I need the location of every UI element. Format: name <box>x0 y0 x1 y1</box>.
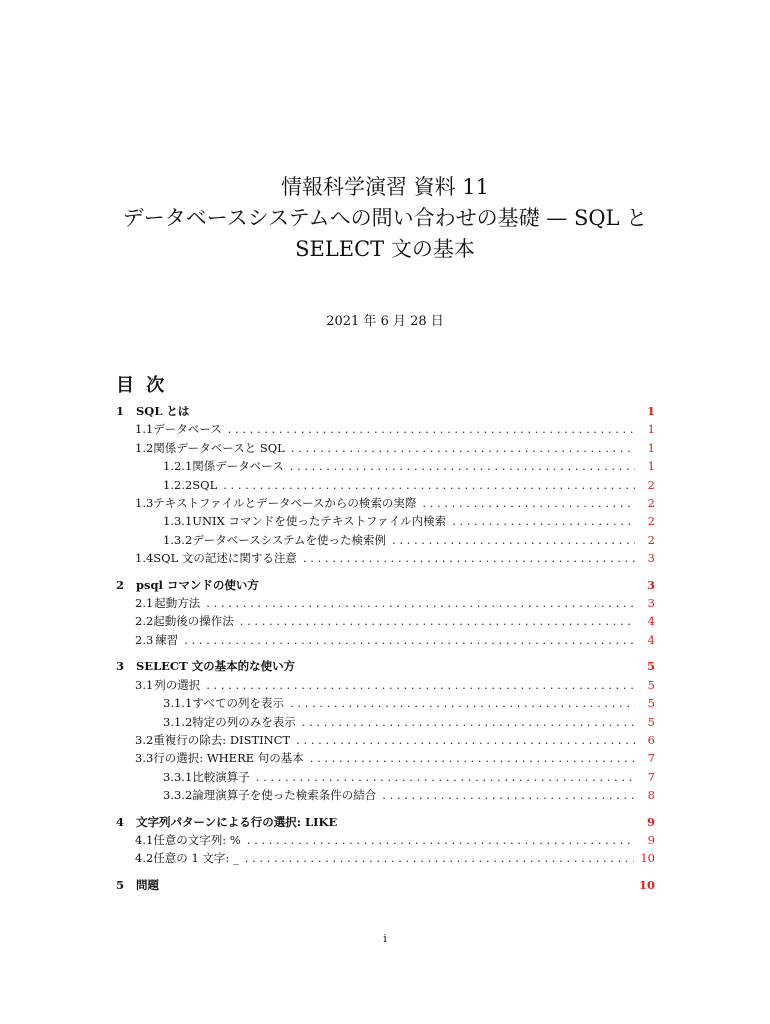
page-number-link[interactable]: 3 <box>647 596 655 611</box>
dot-leader <box>240 612 635 630</box>
toc-entry[interactable] <box>116 494 655 512</box>
section-label: psql コマンドの使い方 <box>136 577 259 592</box>
dot-leader <box>245 849 635 867</box>
dot-leader <box>290 694 635 712</box>
dot-leader <box>256 768 635 786</box>
entry-label: 重複行の除去: DISTINCT <box>153 732 291 747</box>
toc-entry[interactable] <box>116 549 655 567</box>
page-number-link[interactable]: 7 <box>647 751 655 766</box>
toc-entry[interactable] <box>116 439 655 457</box>
toc-entry-section[interactable] <box>116 576 655 594</box>
entry-number: 4.2 <box>135 851 154 866</box>
dot-leader <box>303 549 635 567</box>
page-number-link[interactable]: 1 <box>647 422 655 437</box>
toc-entry[interactable] <box>116 457 655 475</box>
page-number-link[interactable]: 1 <box>647 459 655 474</box>
toc-entry-section[interactable] <box>116 876 655 894</box>
toc-entry[interactable] <box>116 786 655 804</box>
entry-label: UNIX コマンドを使ったテキストファイル内検索 <box>192 514 447 529</box>
document-title <box>0 172 770 265</box>
entry-number: 2.1 <box>135 596 154 611</box>
entry-number: 3.3.2 <box>163 788 193 803</box>
entry-number: 1.2.2 <box>163 477 193 492</box>
section-number: 5 <box>116 877 125 892</box>
dot-leader <box>302 713 635 731</box>
entry-number: 1.3.2 <box>163 532 193 547</box>
dot-leader <box>228 420 635 438</box>
page-number-link[interactable]: 5 <box>647 677 655 692</box>
title-line-2: データベースシステムへの問い合わせの基礎 — SQL と <box>122 206 648 230</box>
page-number-link[interactable]: 1 <box>646 404 655 418</box>
page-number-link[interactable]: 5 <box>647 696 655 711</box>
toc-entry-section[interactable] <box>116 402 655 420</box>
toc-entry[interactable] <box>116 713 655 731</box>
dot-leader <box>206 676 635 694</box>
dot-leader <box>452 512 635 530</box>
entry-label: すべての列を表示 <box>192 696 285 711</box>
section-number: 3 <box>116 659 125 674</box>
entry-label: 起動後の操作法 <box>153 614 234 629</box>
entry-number: 1.4 <box>135 551 154 566</box>
entry-number: 1.1 <box>135 422 154 437</box>
entry-label: 練習 <box>155 632 179 647</box>
entry-label: 任意の文字列: % <box>153 832 241 847</box>
section-label: SQL とは <box>136 404 190 418</box>
entry-number: 4.1 <box>135 832 154 847</box>
entry-number: 3.1.2 <box>163 714 193 729</box>
toc-entry[interactable] <box>116 831 655 849</box>
entry-label: 任意の 1 文字: _ <box>153 851 239 866</box>
entry-label: 起動方法 <box>154 596 201 611</box>
toc-entry[interactable] <box>116 420 655 438</box>
dot-leader <box>296 731 635 749</box>
entry-number: 3.2 <box>135 732 154 747</box>
entry-number: 3.1.1 <box>163 696 193 711</box>
toc-section-2 <box>116 576 655 650</box>
toc-entry[interactable] <box>116 731 655 749</box>
toc-entry[interactable] <box>116 476 655 494</box>
toc-entry-section[interactable] <box>116 813 655 831</box>
dot-leader <box>184 631 635 649</box>
page-number-link[interactable]: 6 <box>647 732 655 747</box>
entry-label: データベースシステムを使った検索例 <box>192 532 387 547</box>
title-line-3: SELECT 文の基本 <box>295 237 475 261</box>
page-number-link[interactable]: 3 <box>646 577 655 592</box>
page-number-link[interactable]: 4 <box>647 632 655 647</box>
page-number-link[interactable]: 3 <box>647 551 655 566</box>
toc-section-3 <box>116 657 655 804</box>
entry-label: 関係データベース <box>192 459 284 474</box>
dot-leader <box>291 439 635 457</box>
toc-entry[interactable] <box>116 749 655 767</box>
entry-label: SQL <box>192 477 218 492</box>
entry-number: 3.3 <box>135 751 154 766</box>
entry-label: 特定の列のみを表示 <box>192 714 296 729</box>
toc-entry[interactable] <box>116 768 655 786</box>
toc-entry-section[interactable] <box>116 657 655 675</box>
title-line-1: 情報科学演習 資料 11 <box>280 175 490 199</box>
dot-leader <box>422 494 635 512</box>
section-label: SELECT 文の基本的な使い方 <box>136 659 296 674</box>
section-number: 1 <box>116 404 125 418</box>
dot-leader <box>382 786 635 804</box>
toc-entry[interactable] <box>116 849 655 867</box>
entry-number: 1.2 <box>135 440 154 455</box>
page-number-link[interactable]: 2 <box>647 477 655 492</box>
entry-number: 1.3 <box>135 496 154 511</box>
page-number-link[interactable]: 2 <box>647 514 655 529</box>
toc-entry[interactable] <box>116 612 655 630</box>
toc-entry[interactable] <box>116 531 655 549</box>
toc-entry[interactable] <box>116 512 655 530</box>
table-of-contents <box>116 402 655 894</box>
dot-leader <box>310 749 635 767</box>
toc-section-4 <box>116 813 655 868</box>
page-number-link[interactable]: 2 <box>647 496 655 511</box>
page-number-link[interactable]: 9 <box>647 832 655 847</box>
entry-number: 1.2.1 <box>163 459 193 474</box>
page-number-link[interactable]: 8 <box>647 788 655 803</box>
page-number-link[interactable]: 10 <box>638 877 655 892</box>
section-number: 4 <box>116 814 125 829</box>
page-number-link[interactable]: 7 <box>647 769 655 784</box>
page-number-link[interactable]: 2 <box>647 532 655 547</box>
toc-section-1 <box>116 402 655 568</box>
toc-entry[interactable] <box>116 694 655 712</box>
toc-entry[interactable] <box>116 594 655 612</box>
entry-number: 3.1 <box>135 677 154 692</box>
page-number-link[interactable]: 1 <box>647 440 655 455</box>
dot-leader <box>290 457 635 475</box>
dot-leader <box>206 594 635 612</box>
page-number-link[interactable]: 10 <box>640 851 655 866</box>
entry-label: 行の選択: WHERE 句の基本 <box>153 751 304 766</box>
entry-label: 論理演算子を使った検索条件の結合 <box>192 788 377 803</box>
entry-number: 3.3.1 <box>163 769 193 784</box>
toc-section-5 <box>116 876 655 894</box>
page-number-link[interactable]: 5 <box>646 659 655 674</box>
entry-label: データベース <box>153 422 222 437</box>
entry-label: 関係データベースと SQL <box>153 440 285 455</box>
entry-number: 2.3 <box>135 632 154 647</box>
entry-label: SQL 文の記述に関する注意 <box>153 551 297 566</box>
toc-heading: 目 次 <box>116 375 168 396</box>
entry-number: 1.3.1 <box>163 514 193 529</box>
entry-label: 比較演算子 <box>192 769 250 784</box>
dot-leader <box>392 531 635 549</box>
toc-entry[interactable] <box>116 676 655 694</box>
section-label: 文字列パターンによる行の選択: LIKE <box>136 814 338 829</box>
entry-label: テキストファイルとデータベースからの検索の実際 <box>153 496 417 511</box>
page-number-link[interactable]: 9 <box>646 814 655 829</box>
page-number-link[interactable]: 5 <box>647 714 655 729</box>
document-date: 2021 年 6 月 28 日 <box>326 314 444 329</box>
dot-leader <box>223 476 635 494</box>
footer-page-number: i <box>383 932 387 945</box>
section-number: 2 <box>116 577 125 592</box>
toc-entry[interactable] <box>116 631 655 649</box>
dot-leader <box>247 831 635 849</box>
page-number-link[interactable]: 4 <box>647 614 655 629</box>
entry-label: 列の選択 <box>154 677 201 692</box>
entry-number: 2.2 <box>135 614 154 629</box>
section-label: 問題 <box>136 877 159 892</box>
